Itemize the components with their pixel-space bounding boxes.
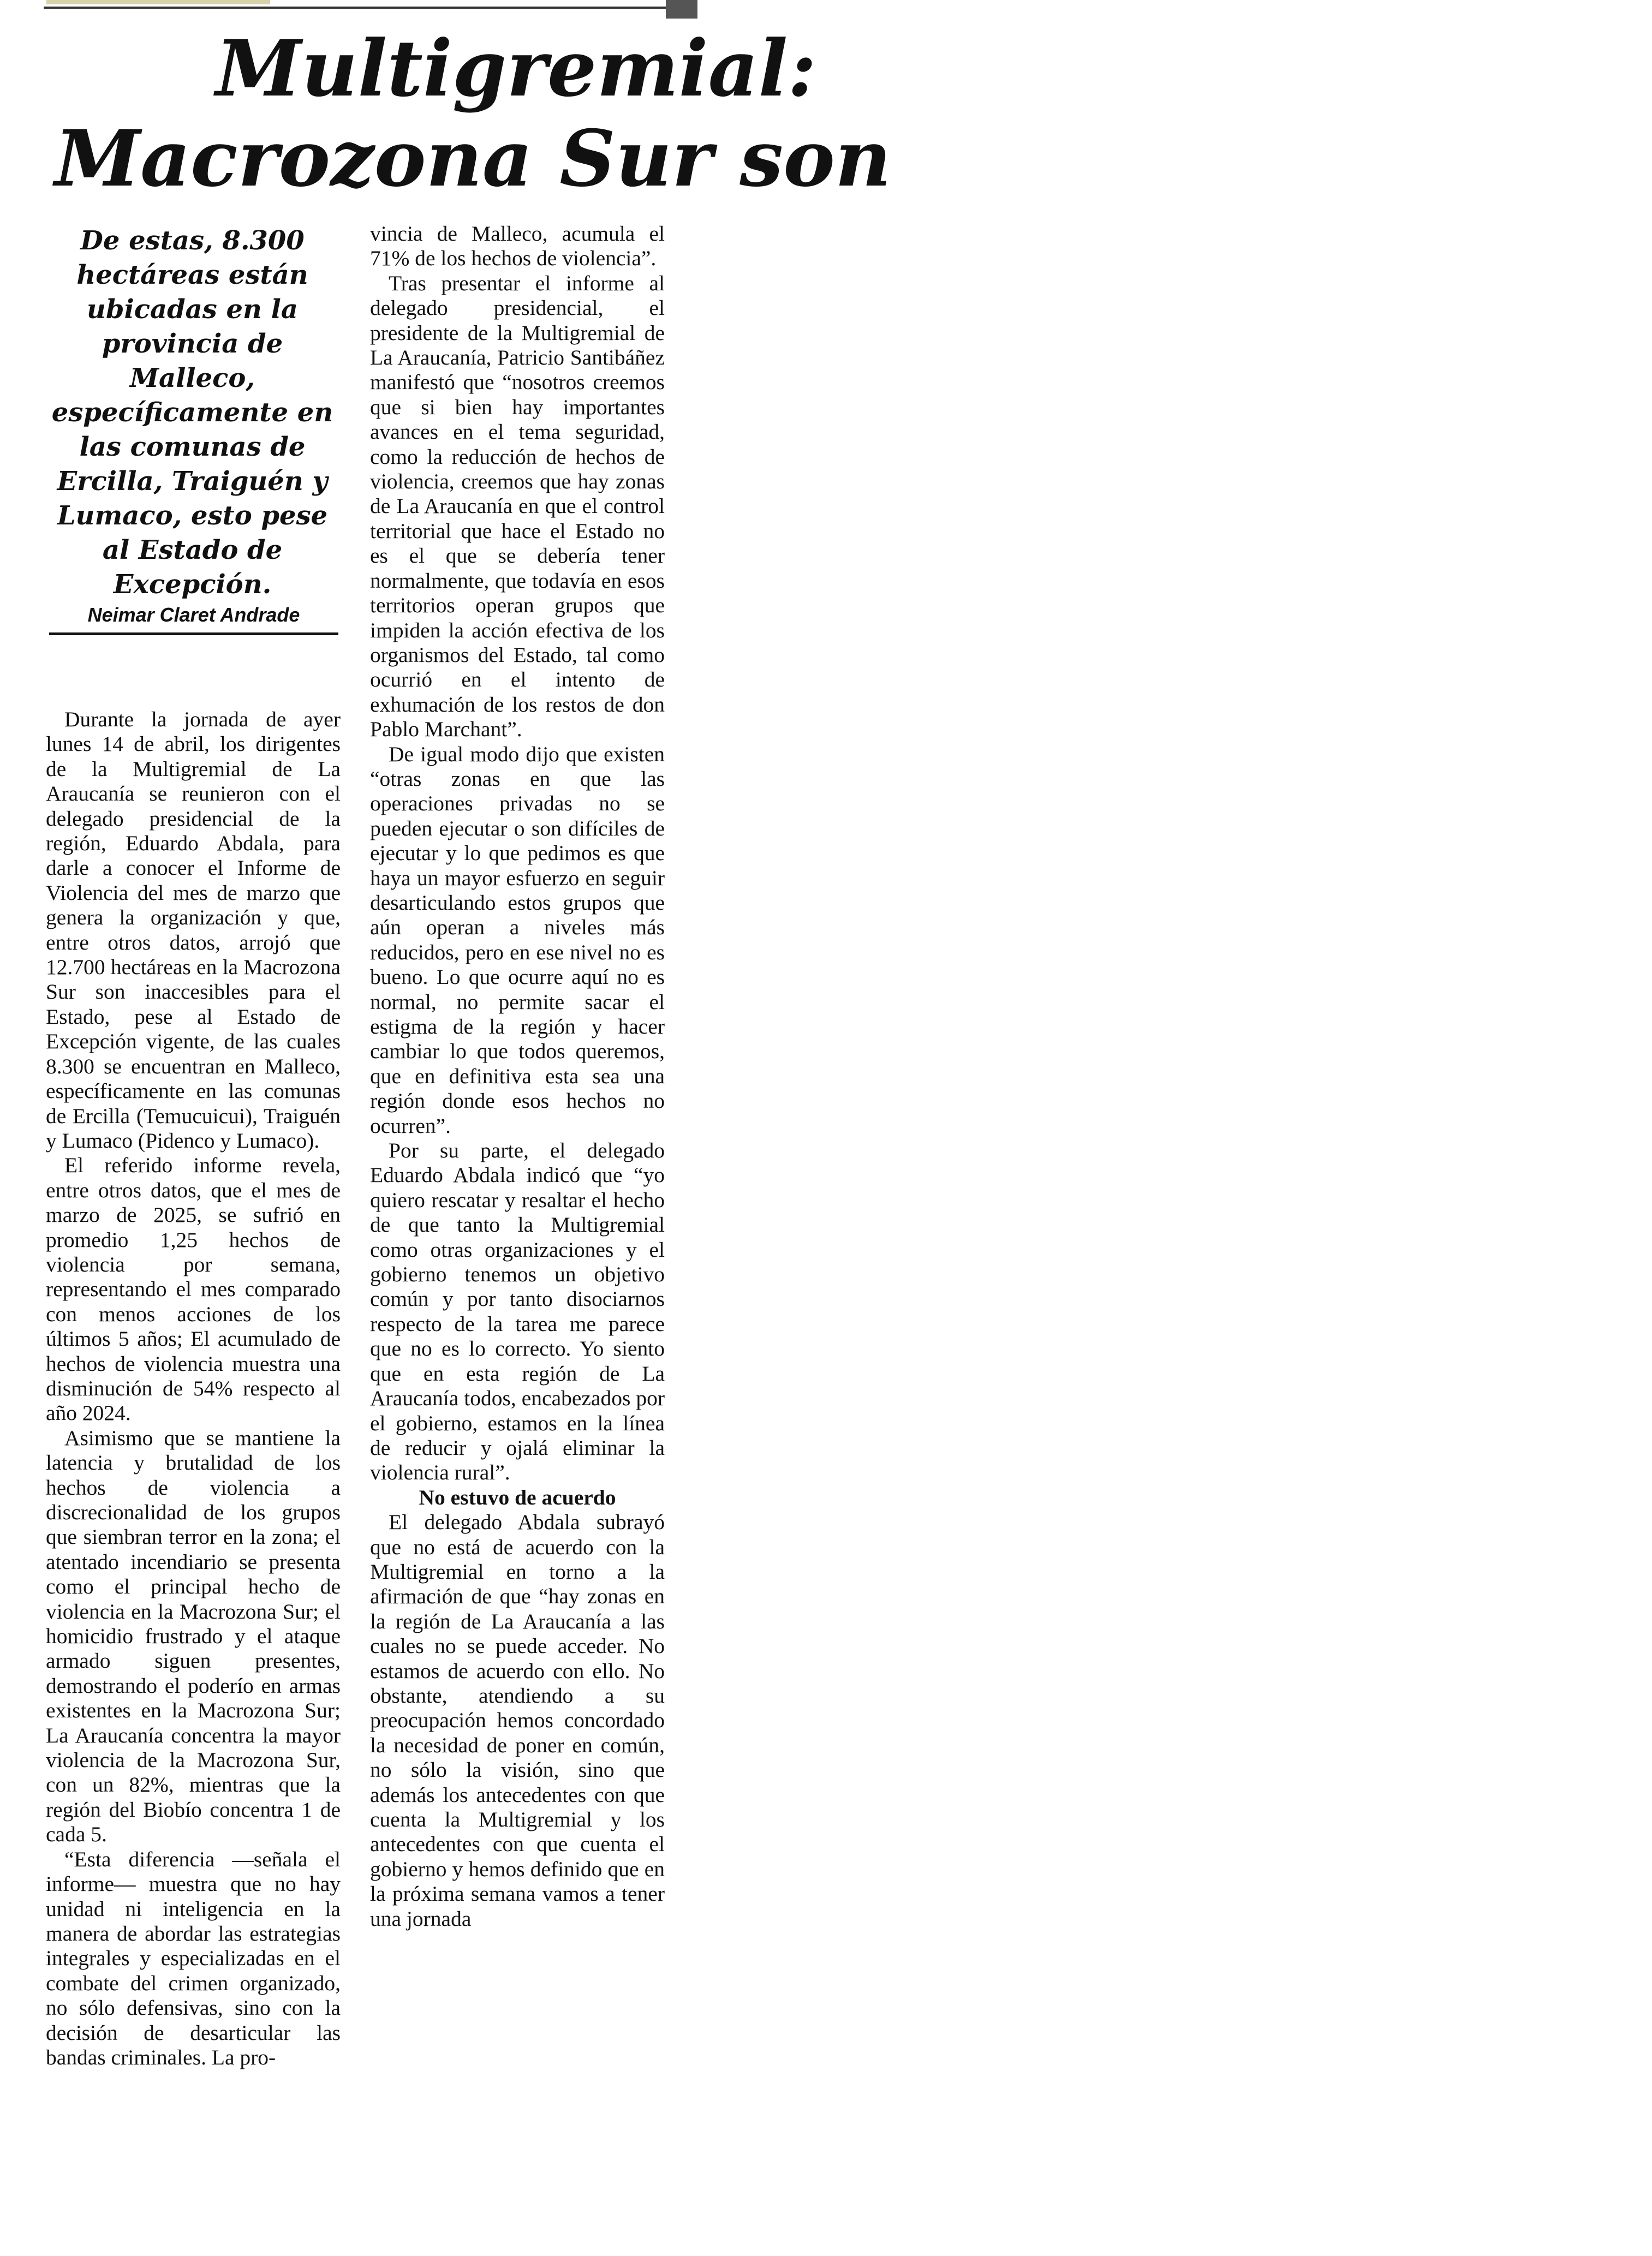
headline-line-1: Multigremial: <box>216 23 816 114</box>
paragraph: El delegado Abdala subrayó que no está de acuerdo con la Multigremial en torno a la afirmación de que “hay zonas en la región de La Araucanía a las cuales no se puede acceder. No estamos de acuerdo con ello. No obstante, atendiendo a su preocupación hemos concordado la necesidad de poner en común, no sólo la visión, sino que además los antecedentes con que cuenta la Multigremial y los antecedentes con que cuenta el gobierno y hemos definido que en la próxima semana vamos a tener una jornada <box>370 1510 665 1931</box>
paragraph: Durante la jornada de ayer lunes 14 de abril, los dirigentes de la Multigremial de La Araucanía se reunieron con el delegado presidencial de la región, Eduardo Abdala, para darle a conocer el Informe de Violencia del mes de marzo que genera la organización y que, entre otros datos, arrojó que 12.700 hectáreas en la Macrozona Sur son inaccesibles para el Estado, pese al Estado de Excepción vigente, de las cuales 8.300 se encuentran en Malleco, específicamente en las comunas de Ercilla (Temucuicui), Traiguén y Lumaco (Pidenco y Lumaco). <box>46 707 341 1153</box>
body-column-right <box>370 222 665 1931</box>
subheading: No estuvo de acuerdo <box>419 1485 616 1509</box>
body-column-left <box>46 707 341 2070</box>
headline-line-2: Macrozona Sur son <box>55 114 892 204</box>
paragraph: Por su parte, el delegado Eduardo Abdala indicó que “yo quiero rescatar y resaltar el hecho de que tanto la Multigremial como otras organizaciones y el gobierno tenemos un objetivo común y por tanto disociarnos respecto de la tarea me parece que no es lo correcto. Yo siento que en esta región de La Araucanía todos, encabezados por el gobierno, estamos en la línea de reducir y ojalá eliminar la violencia rural”. <box>370 1138 665 1485</box>
paragraph: vincia de Malleco, acumula el 71% de los hechos de violencia”. <box>370 222 665 271</box>
paragraph: El referido informe revela, entre otros datos, que el mes de marzo de 2025, se sufrió en promedio 1,25 hechos de violencia por semana, representando el mes comparado con menos acciones de los últimos 5 años; El acumulado de hechos de violencia muestra una disminución de 54% respecto al año 2024. <box>46 1153 341 1425</box>
article-deck: De estas, 8.300 hectáreas están ubicadas en la provincia de Malleco, específicamente en las comunas de Ercilla, Traiguén y Lumaco, esto pese al Estado de Excepción. <box>51 225 333 600</box>
paragraph: Asimismo que se mantiene la latencia y brutalidad de los hechos de violencia a discrecionalidad de los grupos que siembran terror en la zona; el atentado incendiario se presenta como el principal hecho de violencia en la Macrozona Sur; el homicidio frustrado y el ataque armado siguen presentes, demostrando el poderío en armas existentes en la Macrozona Sur; La Araucanía concentra la mayor violencia de la Macrozona Sur, con un 82%, mientras que la región del Biobío concentra 1 de cada 5. <box>46 1425 341 1847</box>
byline: Neimar Claret Andrade <box>49 603 338 635</box>
paragraph: De igual modo dijo que existen “otras zonas en que las operaciones privadas no se pueden ejecutar o son difíciles de ejecutar y lo que pedimos es que haya un mayor esfuerzo en seguir desarticulando estos grupos que aún operan a niveles más reducidos, pero en ese nivel no es bueno. Lo que ocurre aquí no es normal, no permite sacar el estigma de la región y hacer cambiar lo que todos queremos, que en definitiva esta sea una región donde esos hechos no ocurren”. <box>370 742 665 1138</box>
paragraph: Tras presentar el informe al delegado presidencial, el presidente de la Multigremial de La Araucanía, Patricio Santibáñez manifestó que “nosotros creemos que si bien hay importantes avances en el tema seguridad, como la reducción de hechos de violencia, creemos que hay zonas de La Araucanía en que el control territorial que hace el Estado no es el que se debería tener normalmente, que todavía en esos territorios operan grupos que impiden la acción efectiva de los organismos del Estado, tal como ocurrió en el intento de exhumación de los restos de don Pablo Marchant”. <box>370 271 665 742</box>
paragraph: “Esta diferencia —señala el informe— muestra que no hay unidad ni inteligencia en la manera de abordar las estrategias integrales y especializadas en el combate del crimen organizado, no sólo defensivas, sino con la decisión de desarticular las bandas criminales. La pro- <box>46 1847 341 2069</box>
